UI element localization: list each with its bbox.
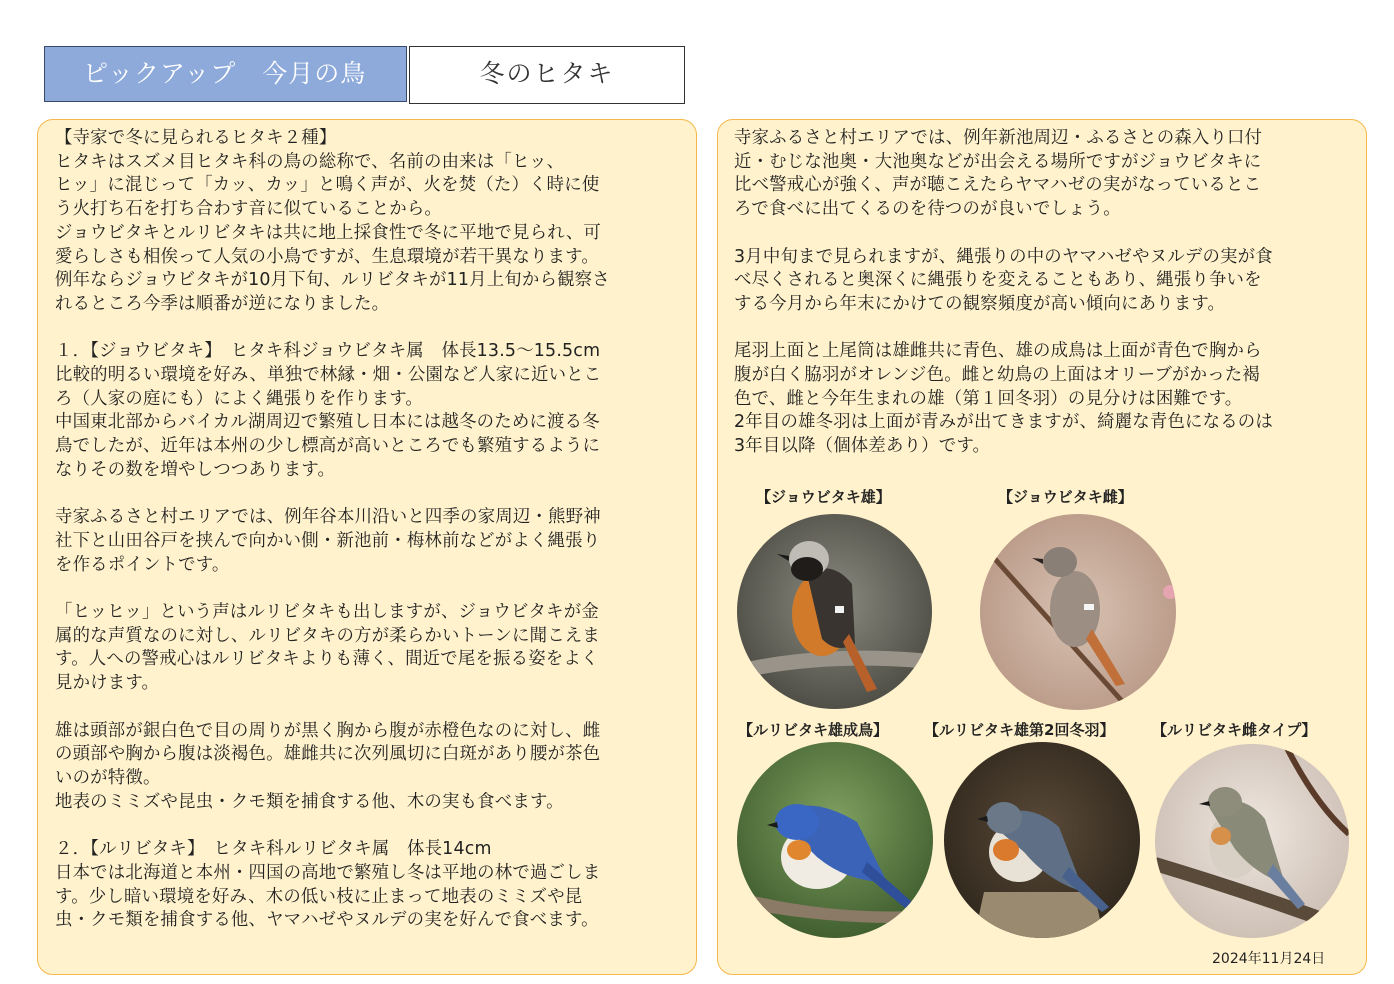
topic-title: 冬のヒタキ xyxy=(409,46,685,104)
daurian-redstart-female-photo xyxy=(980,514,1176,710)
caption-daurian-female: 【ジョウビタキ雌】 xyxy=(998,488,1133,506)
caption-bluetail-female: 【ルリビタキ雌タイプ】 xyxy=(1152,721,1317,739)
section-label: ピックアップ 今月の鳥 xyxy=(44,46,407,102)
right-article-text: 寺家ふるさと村エリアでは、例年新池周辺・ふるさとの森入り口付 近・むじな池奥・大池奥などが出会える場所ですがジョウビタキに 比べ警戒心が強く、声が聴こえたらヤマハゼの実がなっているとこ ろで食べに出てくるのを待つのが良いでしょう。 3月中旬まで見られますが、縄張りの中のヤマハゼやヌルデの実が食 べ尽くされると奥深くに縄張りを変えることもあり、縄張り争いを する今月から年末にかけての観察頻度が高い傾向にあります。 尾羽上面と上尾筒は雄雌共に青色、雄の成鳥は上面が青色で胸から 腹が白く脇羽がオレンジ色。雌と幼鳥の上面はオリーブがかった褐 色で、雌と今年生まれの雄（第１回冬羽）の見分けは困難です。 2年目の雄冬羽は上面が青みが出てきますが、綺麗な青色になるのは 3年目以降（個体差あり）です。 xyxy=(734,128,1273,457)
caption-bluetail-adult-male: 【ルリビタキ雄成鳥】 xyxy=(738,721,889,739)
caption-daurian-male: 【ジョウビタキ雄】 xyxy=(756,488,891,506)
publication-date: 2024年11月24日 xyxy=(1212,951,1326,967)
bluetail-adult-male-photo xyxy=(737,742,933,938)
daurian-redstart-male-photo xyxy=(737,514,932,709)
left-article-text: 【寺家で冬に見られるヒタキ２種】 ヒタキはスズメ目ヒタキ科の鳥の総称で、名前の由来は「ヒッ、 ヒッ」に混じって「カッ、カッ」と鳴く声が、火を焚（た）く時に使 う火打ち石を打ち合わす音に似ていることから。 ジョウビタキとルリビタキは共に地上採食性で冬に平地で見られ、可 愛らしさも相俟って人気の小鳥ですが、生息環境が若干異なります。 例年ならジョウビタキが10月下旬、ルリビタキが11月上旬から観察さ れるところ今季は順番が逆になりました。 １．【ジョウビタキ】 ヒタキ科ジョウビタキ属 体長13.5～15.5cm 比較的明るい環境を好み、単独で林縁・畑・公園など人家に近いとこ ろ（人家の庭にも）によく縄張りを作ります。 中国東北部からバイカル湖周辺で繁殖し日本には越冬のために渡る冬 鳥でしたが、近年は本州の少し標高が高いところでも繁殖するように なりその数を増やしつつあります。 寺家ふるさと村エリアでは、例年谷本川沿いと四季の家周辺・熊野神 社下と山田谷戸を挟んで向かい側・新池前・梅林前などがよく縄張り を作るポイントです。 「ヒッヒッ」という声はルリビタキも出しますが、ジョウビタキが金 属的な声質なのに対し、ルリビタキの方が柔らかいトーンに聞こえま す。人への警戒心はルリビタキよりも薄く、間近で尾を振る姿をよく 見かけます。 雄は頭部が銀白色で目の周りが黒く胸から腹が赤橙色なのに対し、雌 の頭部や胸から腹は淡褐色。雄雌共に次列風切に白斑があり腰が茶色 いのが特徴。 地表のミミズや昆虫・クモ類を捕食する他、木の実も食べます。 ２．【ルリビタキ】 ヒタキ科ルリビタキ属 体長14cm 日本では北海道と本州・四国の高地で繁殖し冬は平地の林で過ごしま す。少し暗い環境を好み、木の低い枝に止まって地表のミミズや昆 虫・クモ類を捕食する他、ヤマハゼやヌルデの実を好んで食べます。 xyxy=(55,128,610,931)
caption-bluetail-2nd-winter: 【ルリビタキ雄第2回冬羽】 xyxy=(924,721,1115,739)
bluetail-second-winter-male-photo xyxy=(944,742,1140,938)
bluetail-female-type-photo xyxy=(1155,744,1349,938)
